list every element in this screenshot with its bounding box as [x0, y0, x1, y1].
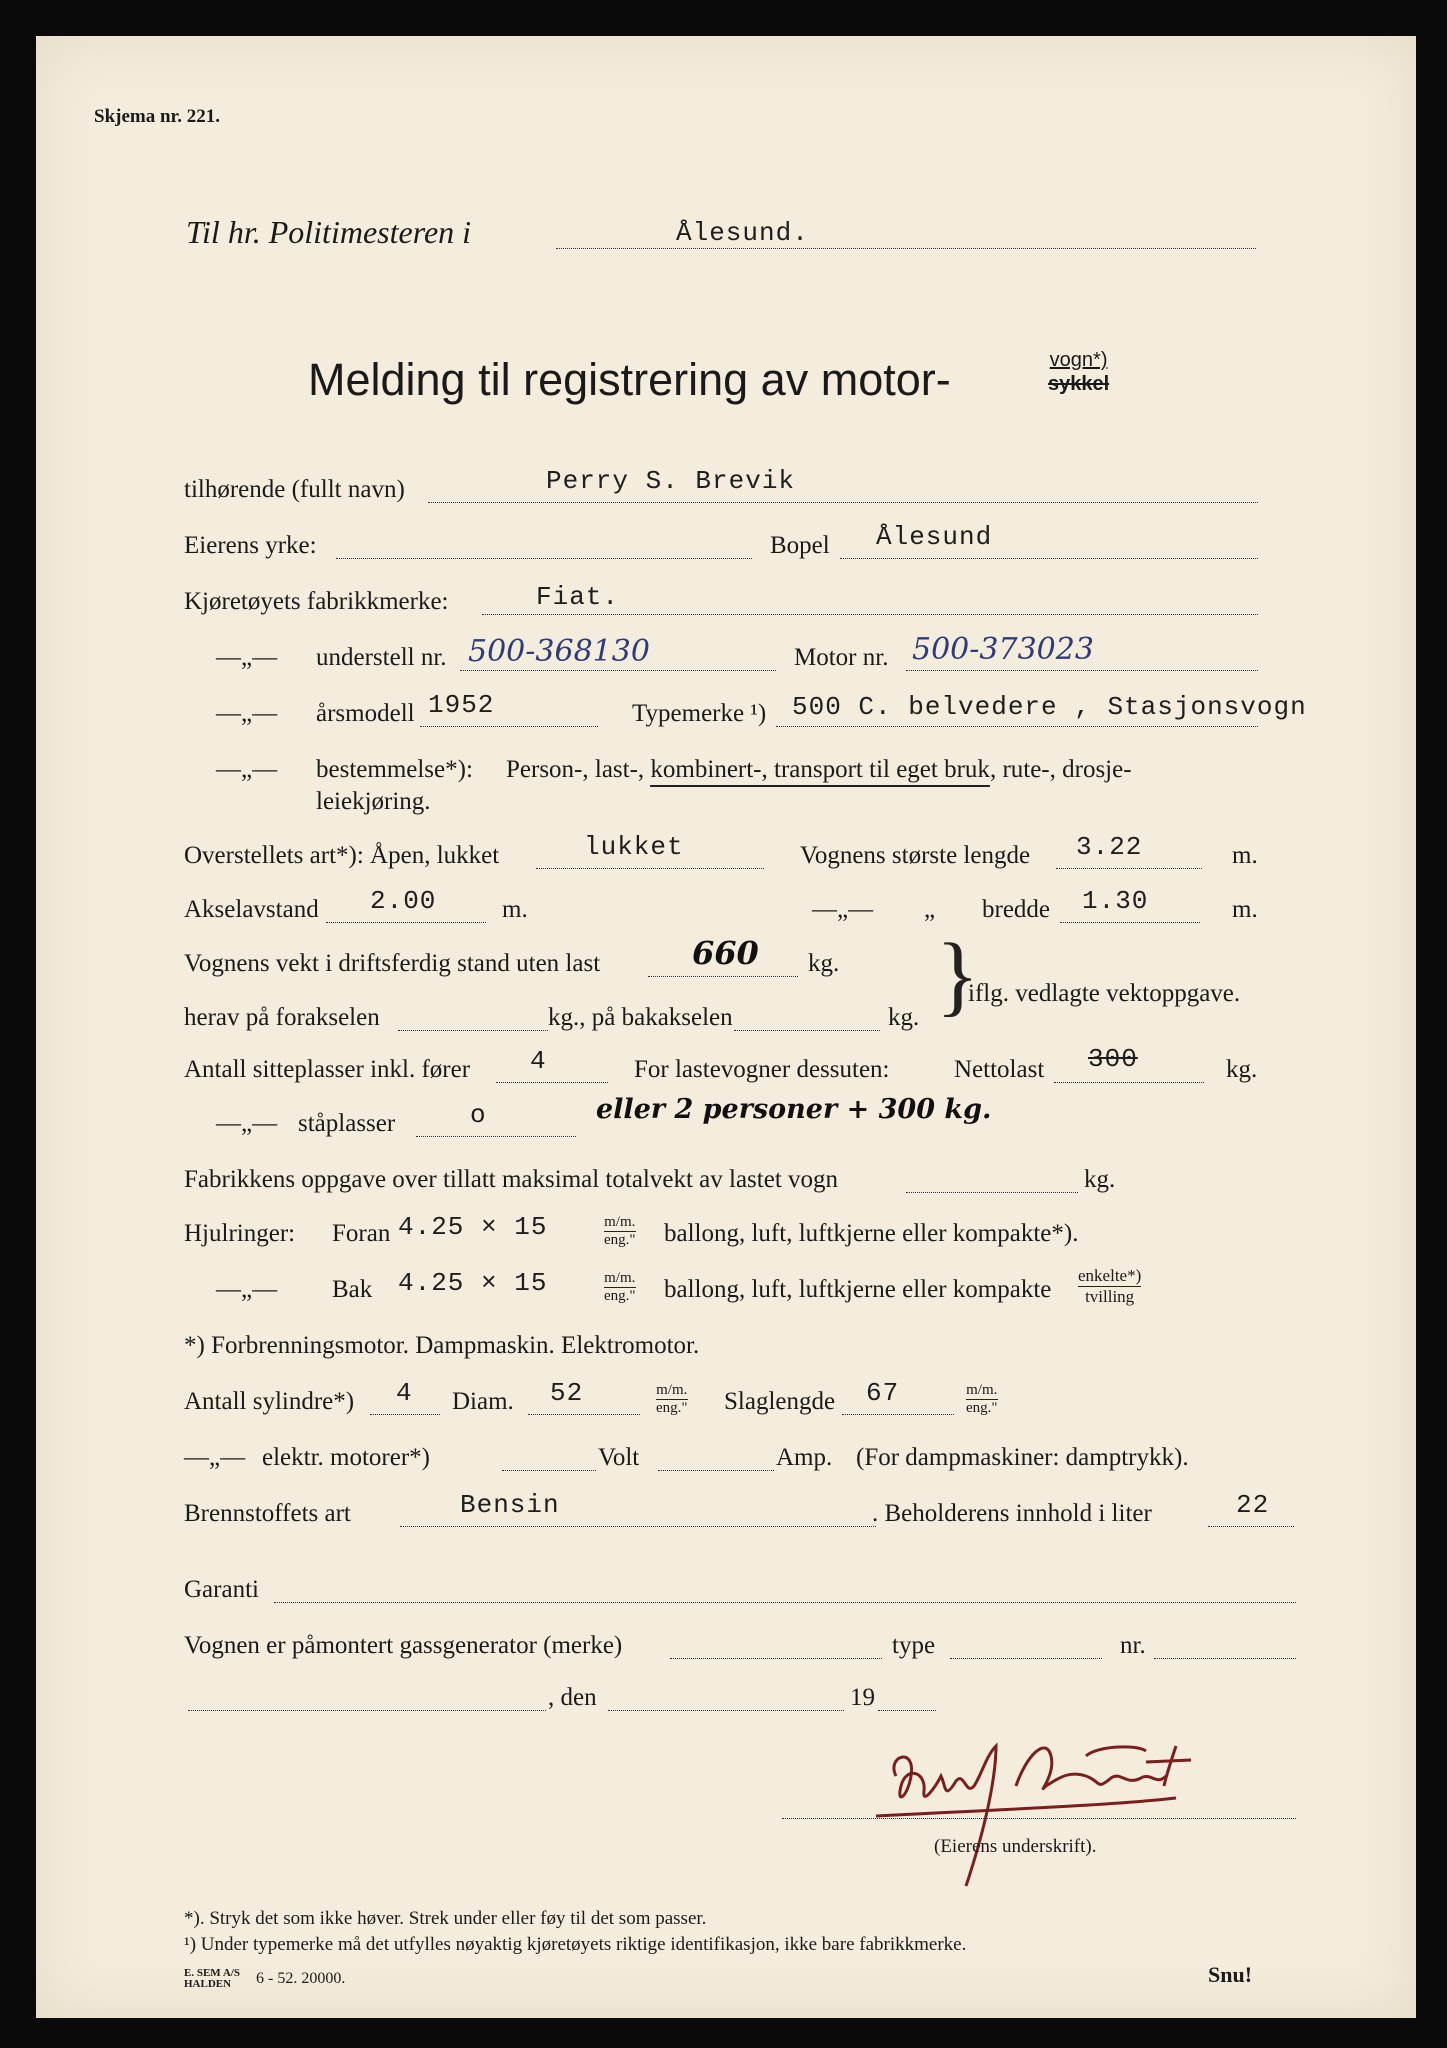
eng-label: eng." — [604, 1288, 636, 1304]
rear-wheel-unit — [604, 1270, 636, 1305]
turn-over: Snu! — [1208, 1962, 1253, 1987]
cargo-label: For lastevogner dessuten: — [634, 1056, 890, 1083]
front-axle-label: herav på forakselen — [184, 1004, 380, 1031]
rear-axle-line — [734, 1030, 880, 1031]
length-unit: m. — [1232, 842, 1258, 869]
owner-label: tilhørende (fullt navn) — [184, 476, 405, 503]
fuel-line — [400, 1526, 876, 1527]
maxweight-line — [906, 1192, 1078, 1193]
year-value: 1952 — [428, 690, 495, 720]
tank-label: . Beholderens innhold i liter — [872, 1500, 1152, 1527]
ditto-2: —„— — [216, 700, 278, 727]
signature-line — [782, 1818, 1296, 1819]
motor-label: Motor nr. — [794, 644, 889, 671]
wheelbase-line — [326, 922, 486, 923]
netload-line — [1054, 1082, 1204, 1083]
purpose-text-4: leiekjøring. — [316, 788, 431, 815]
single-label: enkelte*) — [1078, 1266, 1142, 1285]
year-suffix-line — [878, 1710, 936, 1711]
stroke-unit — [966, 1382, 998, 1417]
purpose-options — [506, 756, 1132, 784]
mm-label: m/m. — [656, 1382, 688, 1398]
addressee-label: Til hr. Politimesteren i — [186, 214, 472, 250]
eng-label: eng." — [966, 1400, 998, 1416]
single-twin — [1078, 1266, 1141, 1307]
make-value: Fiat. — [536, 582, 620, 612]
weight-note: iflg. vedlagte vektoppgave. — [968, 980, 1241, 1007]
stroke-line — [842, 1414, 954, 1415]
body-label: Overstellets art*): Åpen, lukket — [184, 842, 500, 869]
printer-name-top: E. SEM A/S — [184, 1967, 240, 1979]
tank-value: 22 — [1236, 1490, 1270, 1520]
standing-label: ståplasser — [298, 1110, 396, 1137]
rear-tire-types: ballong, luft, luftkjerne eller kompakte — [664, 1276, 1052, 1303]
volt-label: Volt — [598, 1444, 640, 1471]
width-quote: „ — [924, 896, 936, 923]
wheels-label: Hjulringer: — [184, 1220, 296, 1247]
volt-line — [658, 1470, 774, 1471]
make-label: Kjøretøyets fabrikkmerke: — [184, 588, 449, 615]
residence-label: Bopel — [770, 532, 830, 559]
elmotor-label: elektr. motorer*) — [262, 1444, 430, 1471]
rear-axle-label: kg., på bakakselen — [548, 1004, 733, 1031]
weight-brace: } — [936, 926, 980, 1025]
fuel-value: Bensin — [460, 1490, 560, 1520]
purpose-selected: kombinert-, transport til eget bruk — [650, 756, 990, 787]
front-axle-line — [398, 1030, 548, 1031]
seats-value: 4 — [530, 1046, 547, 1076]
make-line — [482, 614, 1258, 615]
mm-label: m/m. — [604, 1270, 636, 1286]
stroke-value: 67 — [866, 1378, 900, 1408]
year-label: årsmodell — [316, 700, 415, 727]
year-prefix: 19 — [850, 1684, 875, 1711]
weight-label: Vognens vekt i driftsferdig stand uten last — [184, 950, 601, 977]
tank-line — [1208, 1526, 1294, 1527]
purpose-text-3: , rute-, drosje- — [989, 756, 1132, 783]
motor-value: 500-373023 — [912, 632, 1094, 667]
rear-wheel-value: 4.25 × 15 — [398, 1268, 548, 1298]
mm-label: m/m. — [604, 1214, 636, 1230]
gasgen-label: Vognen er påmontert gassgenerator (merke) — [184, 1632, 623, 1659]
purpose-text-1: Person-, last-, — [506, 756, 645, 783]
fuel-label: Brennstoffets art — [184, 1500, 351, 1527]
wheelbase-unit: m. — [502, 896, 528, 923]
title-option-vogn: vogn*) — [1049, 349, 1108, 371]
addressee-line — [556, 248, 1256, 249]
ditto-7: —„— — [184, 1444, 246, 1471]
printer-code: 6 - 52. 20000. — [256, 1970, 346, 1987]
standing-value: o — [470, 1100, 487, 1130]
residence-line — [840, 558, 1258, 559]
weight-unit: kg. — [808, 950, 840, 977]
date-line — [608, 1710, 844, 1711]
ditto-3: —„— — [216, 756, 278, 783]
weight-line — [648, 976, 798, 977]
motor-line — [906, 670, 1258, 671]
length-value: 3.22 — [1076, 832, 1143, 862]
front-wheel-value: 4.25 × 15 — [398, 1212, 548, 1242]
ditto-4: —„— — [812, 896, 874, 923]
width-value: 1.30 — [1082, 886, 1149, 916]
front-tire-types: ballong, luft, luftkjerne eller kompakte*). — [664, 1220, 1079, 1247]
wheelbase-value: 2.00 — [370, 886, 437, 916]
type-value: 500 C. belvedere , Stasjonsvogn — [792, 692, 1307, 722]
signature-label: (Eierens underskrift). — [934, 1836, 1097, 1857]
front-wheel-unit — [604, 1214, 636, 1249]
mm-label: m/m. — [966, 1382, 998, 1398]
netload-unit: kg. — [1226, 1056, 1258, 1083]
warranty-label: Garanti — [184, 1576, 259, 1603]
netload-value: 300 — [1088, 1044, 1138, 1074]
owner-signature — [846, 1716, 1266, 1906]
nr-line — [1154, 1658, 1296, 1659]
maxweight-label: Fabrikkens oppgave over tillatt maksimal totalvekt av lastet vogn — [184, 1166, 839, 1193]
twin-label: tvilling — [1085, 1287, 1135, 1306]
footnote-2: ¹) Under typemerke må det utfylles nøyaktig kjøretøyets riktige identifikasjon, ikke bare fabrikkmerke. — [184, 1934, 967, 1955]
wheelbase-label: Akselavstand — [184, 896, 319, 923]
type2-line — [950, 1658, 1102, 1659]
type-label: Typemerke ¹) — [632, 700, 767, 727]
addressee-value: Ålesund. — [676, 218, 809, 248]
body-line — [536, 868, 764, 869]
cyl-label: Antall sylindre*) — [184, 1388, 355, 1415]
place-line — [188, 1710, 546, 1711]
type2-label: type — [892, 1632, 936, 1659]
amp-label: Amp. — [776, 1444, 833, 1471]
form-paper — [36, 36, 1416, 2018]
gasgen-line — [670, 1658, 882, 1659]
seats-line — [496, 1082, 608, 1083]
rear-wheel-label: Bak — [332, 1276, 373, 1303]
form-title: Melding til registrering av motor- — [308, 354, 951, 405]
ditto-1: —„— — [216, 644, 278, 671]
printer-name — [184, 1968, 240, 1990]
form-number: Skjema nr. 221. — [94, 106, 220, 127]
width-line — [1060, 922, 1200, 923]
occupation-label: Eierens yrke: — [184, 532, 317, 559]
printer-name-bottom: HALDEN — [184, 1978, 232, 1990]
front-wheel-label: Foran — [332, 1220, 391, 1247]
nr-label: nr. — [1120, 1632, 1146, 1659]
owner-line — [428, 502, 1258, 503]
stroke-label: Slaglengde — [724, 1388, 836, 1415]
maxweight-unit: kg. — [1084, 1166, 1116, 1193]
chassis-line — [460, 670, 776, 671]
standing-note: eller 2 personer + 300 kg. — [596, 1094, 992, 1125]
ditto-6: —„— — [216, 1276, 278, 1303]
purpose-label: bestemmelse*): — [316, 756, 473, 783]
standing-line — [416, 1136, 576, 1137]
length-line — [1056, 868, 1202, 869]
type-line — [776, 726, 1258, 727]
year-line — [420, 726, 598, 727]
eng-label: eng." — [604, 1232, 636, 1248]
diam-unit — [656, 1382, 688, 1417]
engine-types: *) Forbrenningsmotor. Dampmaskin. Elektromotor. — [184, 1332, 700, 1359]
netload-label: Nettolast — [954, 1056, 1045, 1083]
den-label: , den — [548, 1684, 597, 1711]
residence-value: Ålesund — [876, 522, 993, 552]
seats-label: Antall sitteplasser inkl. fører — [184, 1056, 471, 1083]
cyl-line — [370, 1414, 440, 1415]
diam-value: 52 — [550, 1378, 584, 1408]
length-label: Vognens største lengde — [800, 842, 1031, 869]
footnote-1: *). Stryk det som ikke høver. Strek under eller føy til det som passer. — [184, 1908, 707, 1929]
diam-line — [528, 1414, 640, 1415]
warranty-line — [274, 1602, 1296, 1603]
chassis-value: 500-368130 — [468, 634, 650, 669]
weight-value: 660 — [692, 934, 759, 972]
elmotor-line — [502, 1470, 596, 1471]
cyl-value: 4 — [396, 1378, 413, 1408]
title-option-sykkel: sykkel — [1048, 373, 1110, 395]
eng-label: eng." — [656, 1400, 688, 1416]
diam-label: Diam. — [452, 1388, 514, 1415]
rear-axle-unit: kg. — [888, 1004, 920, 1031]
width-label: bredde — [982, 896, 1051, 923]
title-options — [1048, 348, 1109, 396]
ditto-5: —„— — [216, 1110, 278, 1137]
width-unit: m. — [1232, 896, 1258, 923]
occupation-line — [336, 558, 752, 559]
body-value: lukket — [584, 832, 684, 862]
owner-value: Perry S. Brevik — [546, 466, 796, 496]
steam-label: (For dampmaskiner: damptrykk). — [856, 1444, 1189, 1471]
chassis-label: understell nr. — [316, 644, 447, 671]
